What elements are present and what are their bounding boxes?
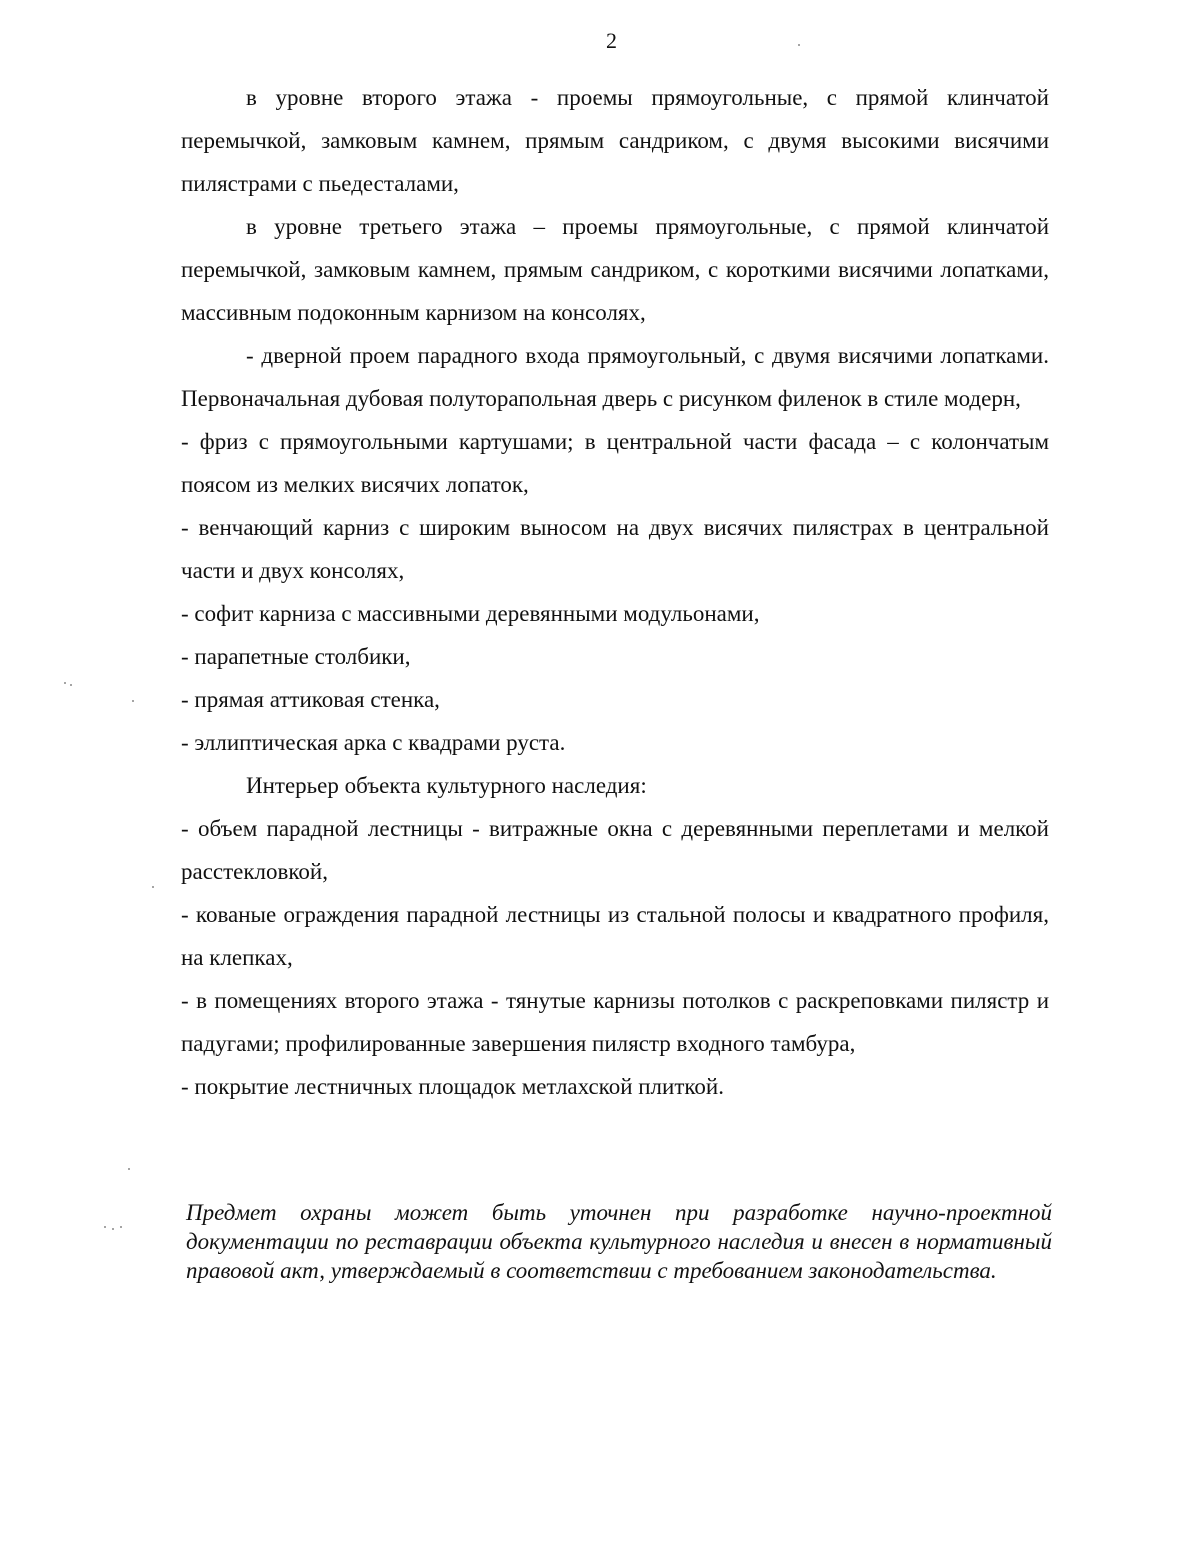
protection-note: Предмет охраны может быть уточнен при разработке научно-проектной документации по реставрации объекта культурного наследия и внесен в нормативный правовой акт, утверждаемый в соответствии с требованием законодательства.	[186, 1200, 1052, 1283]
scan-speck	[120, 1226, 122, 1228]
paragraph-second-floor: в уровне второго этажа - проемы прямоугольные, с прямой клинчатой перемычкой, замковым камнем, прямым сандриком, с двумя высокими висячими пилястрами с пьедесталами,	[181, 85, 1049, 196]
document-body	[181, 76, 1049, 1108]
page-number: 2	[606, 28, 617, 53]
paragraph-second-floor-rooms: - в помещениях второго этажа - тянутые карнизы потолков с раскреповками пилястр и падугами; профилированные завершения пилястр входного тамбура,	[181, 988, 1049, 1056]
paragraph-soffit: - софит карниза с массивными деревянными модульонами,	[181, 601, 760, 626]
scan-speck	[104, 1226, 106, 1228]
paragraph-landing-tiles: - покрытие лестничных площадок метлахской плиткой.	[181, 1074, 724, 1099]
scan-speck	[152, 886, 154, 888]
scan-speck	[112, 1228, 114, 1230]
paragraph-main-entrance: - дверной проем парадного входа прямоугольный, с двумя висячими лопатками. Первоначальная дубовая полуторапольная дверь с рисунком филенок в стиле модерн,	[181, 343, 1049, 411]
scan-speck	[128, 1168, 130, 1170]
paragraph-elliptical-arch: - эллиптическая арка с квадрами руста.	[181, 730, 566, 755]
paragraph-frieze: - фриз с прямоугольными картушами; в центральной части фасада – с колончатым поясом из мелких висячих лопаток,	[181, 429, 1049, 497]
paragraph-parapet-posts: - парапетные столбики,	[181, 644, 411, 669]
scan-speck	[132, 700, 134, 702]
paragraph-staircase-volume: - объем парадной лестницы - витражные окна с деревянными переплетами и мелкой расстекловкой,	[181, 816, 1049, 884]
interior-heading: Интерьер объекта культурного наследия:	[246, 773, 647, 798]
scan-speck	[798, 44, 800, 46]
paragraph-attic-wall: - прямая аттиковая стенка,	[181, 687, 440, 712]
scan-speck	[70, 684, 72, 686]
paragraph-third-floor: в уровне третьего этажа – проемы прямоугольные, с прямой клинчатой перемычкой, замковым камнем, прямым сандриком, с короткими висячими лопатками, массивным подоконным карнизом на консолях,	[181, 214, 1049, 325]
paragraph-cornice: - венчающий карниз с широким выносом на двух висячих пилястрах в центральной части и двух консолях,	[181, 515, 1049, 583]
scan-speck	[64, 682, 66, 684]
paragraph-railings: - кованые ограждения парадной лестницы из стальной полосы и квадратного профиля, на клепках,	[181, 902, 1049, 970]
